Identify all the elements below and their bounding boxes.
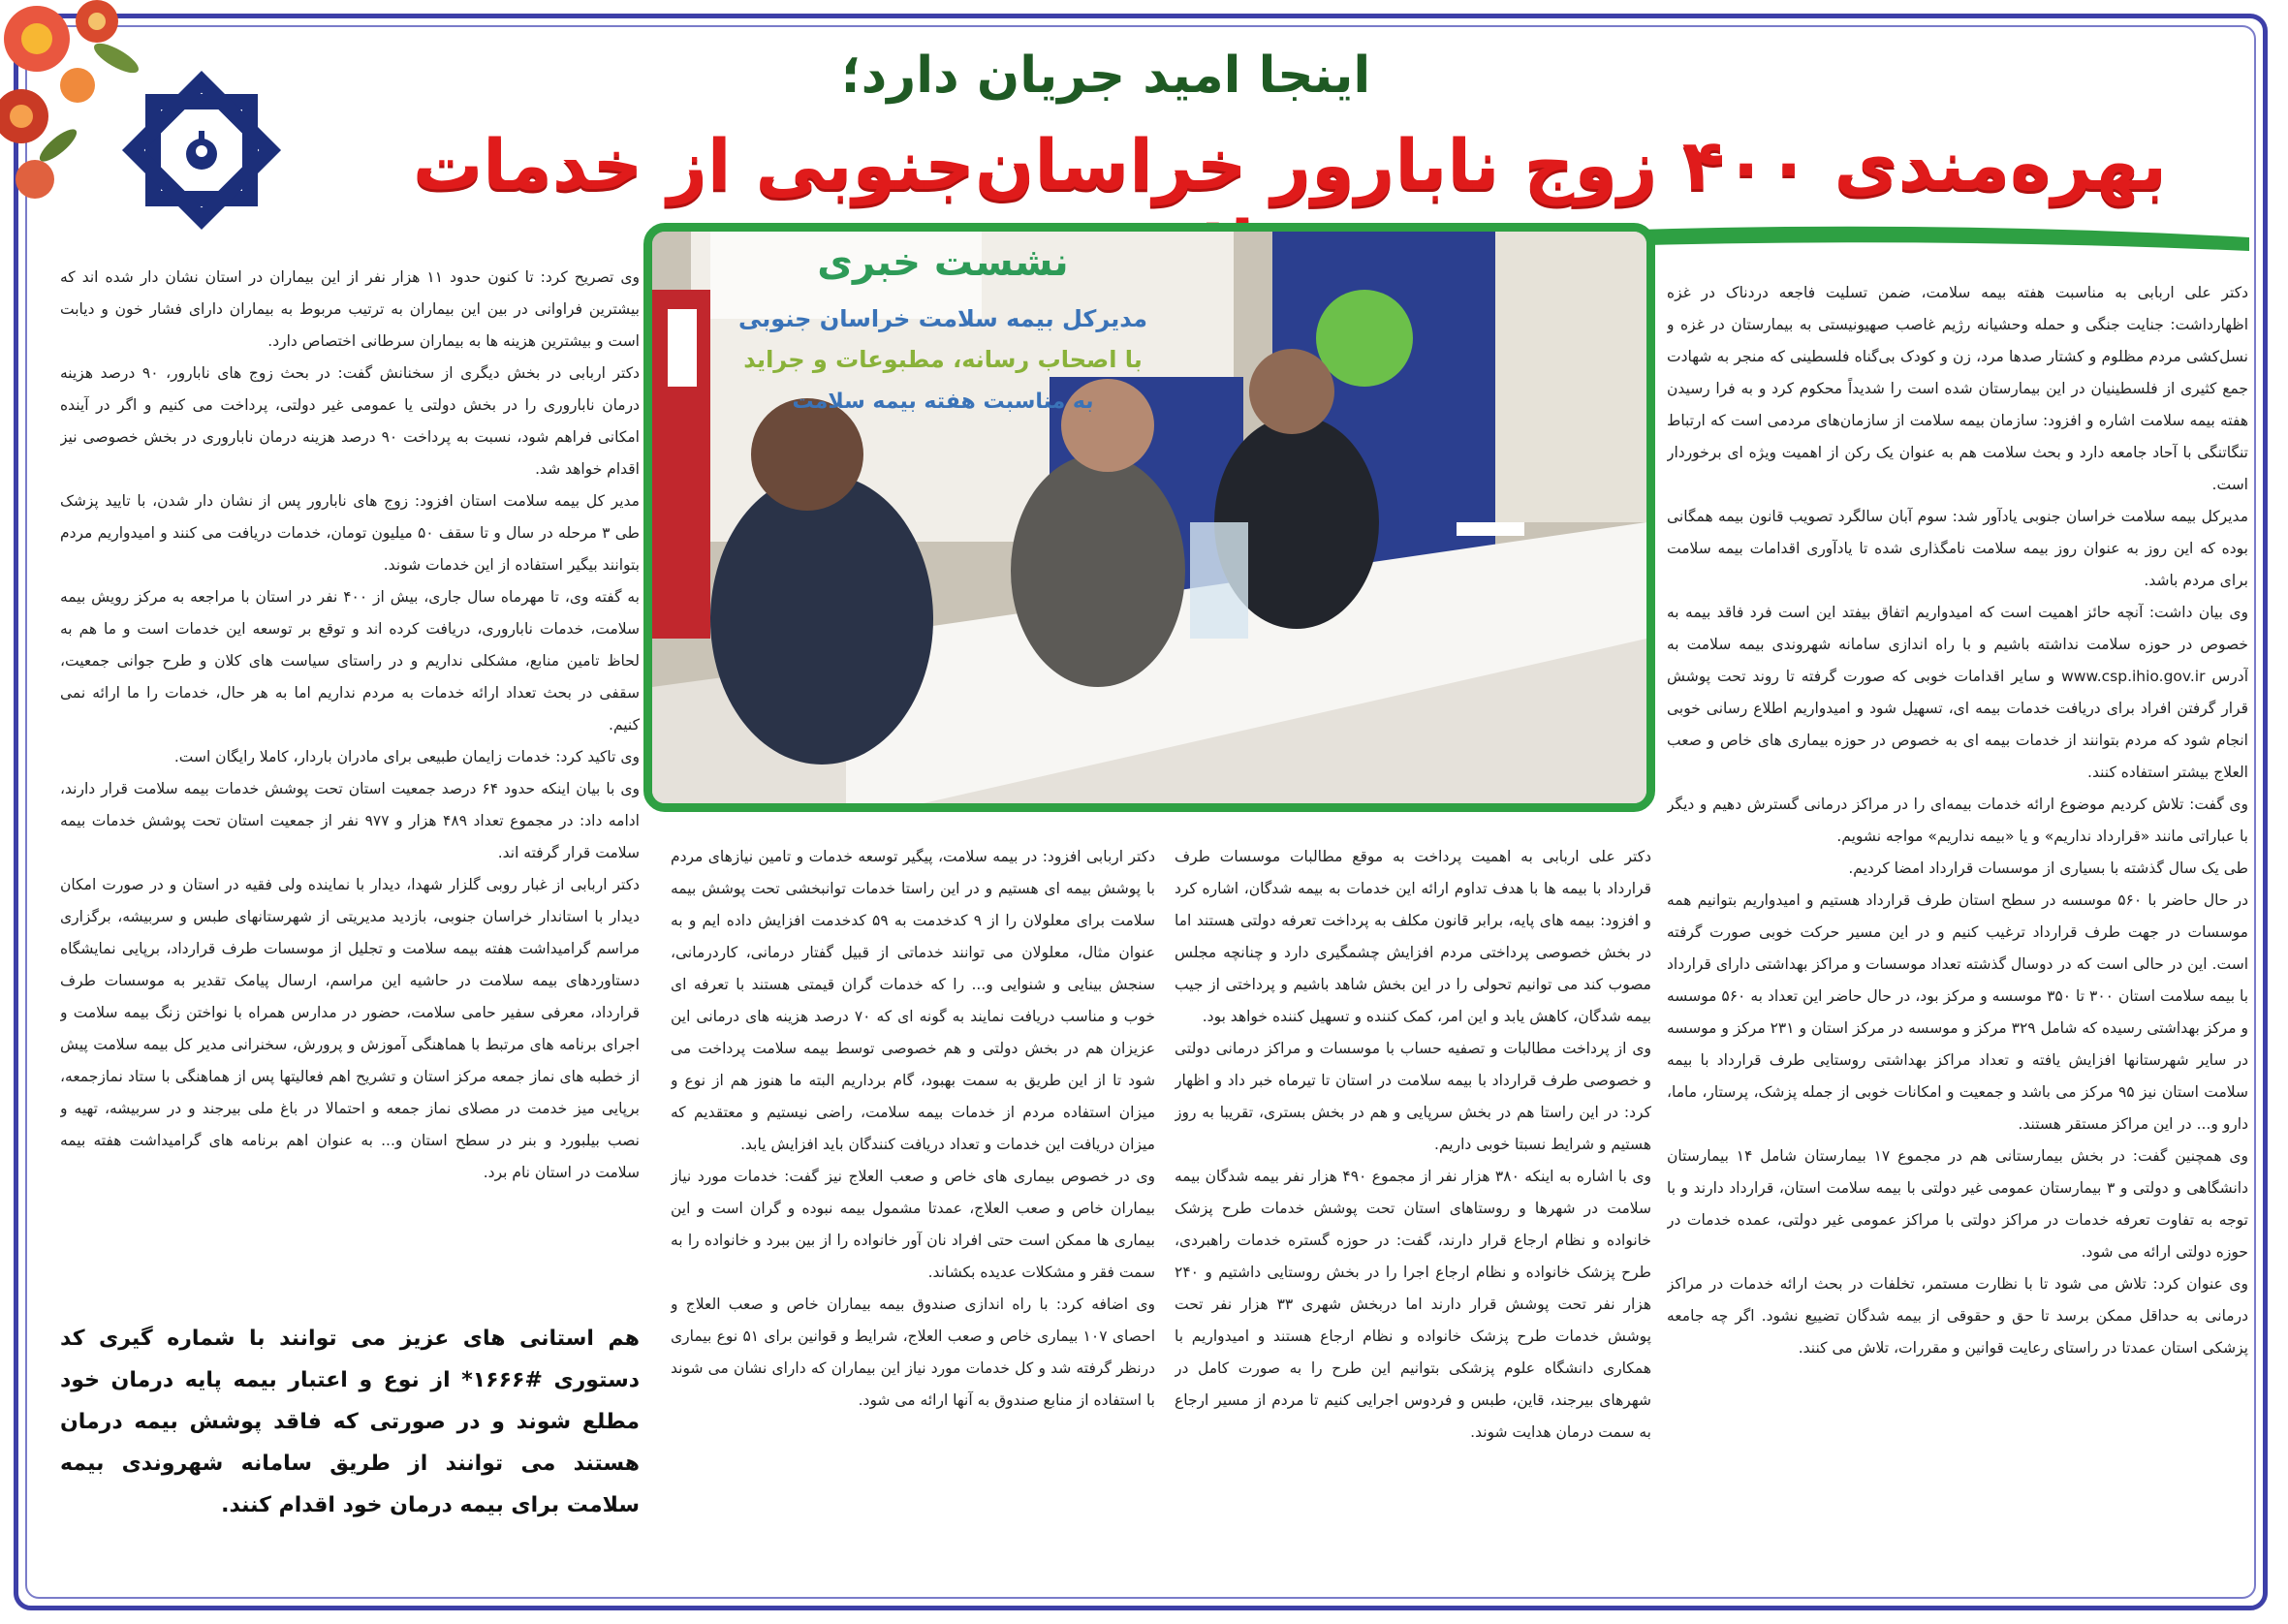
article-column-3 xyxy=(671,841,1155,1566)
paragraph: وی گفت: تلاش کردیم موضوع ارائه خدمات بیمه‌ای را در مراکز درمانی گسترش دهیم و دیگر با عباراتی مانند «قرارداد نداریم» و یا «بیمه نداریم» مواجه نشویم. xyxy=(1667,796,2248,845)
paragraph: دکتر علی اربابی به اهمیت پرداخت به موقع مطالبات موسسات طرف قرارداد با بیمه ها با هدف تداوم ارائه این خدمات به بیمه شدگان، اشاره کرد و افزود: بیمه های پایه، برابر قانون مکلف به پرداخت تعرفه دولتی هستند اما در بخش خصوصی پرداختی مردم افزایش چشمگیری دارد و چنانچه مجلس مصوب کند می توانیم تحولی را در این بخش شاهد باشیم و پرداختی از جیب بیمه شدگان، کاهش یابد و این امر، کمک کننده و تسهیل کننده خواهد بود. xyxy=(1175,848,1651,1025)
banner-line-1: مدیرکل بیمه سلامت خراسان جنوبی xyxy=(738,305,1147,332)
banner-line-2: با اصحاب رسانه، مطبوعات و جراید xyxy=(743,346,1143,373)
banner-line-3: به مناسبت هفته بیمه سلامت xyxy=(792,390,1094,414)
paragraph: مدیرکل بیمه سلامت خراسان جنوبی یادآور شد: سوم آبان سالگرد تصویب قانون بیمه همگانی بوده که این روز به عنوان روز بیمه سلامت نامگذاری شده تا یادآوری اقدامات بیمه سلامت برای مردم باشد. xyxy=(1667,508,2248,589)
press-conference-photo xyxy=(643,223,1655,812)
paragraph: وی از پرداخت مطالبات و تصفیه حساب با موسسات و مراکز درمانی دولتی و خصوصی طرف قرارداد با بیمه سلامت در استان تا تیرماه خبر داد و اظهار کرد: در این راستا هم در بخش سرپایی و هم در بخش بستری، تقریبا به روز هستیم و شرایط نسبتا خوبی داریم. xyxy=(1175,1040,1651,1153)
banner-title: نشست خبری xyxy=(817,240,1069,285)
kicker-title: اینجا امید جریان دارد؛ xyxy=(840,47,1371,105)
paragraph: وی با اشاره به اینکه ۳۸۰ هزار نفر از مجموع ۴۹۰ هزار نفر بیمه شدگان بیمه سلامت در شهرها و روستاهای استان تحت پوشش خدمات طرح پزشک خانواده و نظام ارجاع قرار دارند، گفت: در حوزه گستره خدمات راهبردی، طرح پزشک خانواده و نظام ارجاع اجرا را در بخش روستایی داشتیم و ۲۴۰ هزار نفر تحت پوشش قرار دارند اما دربخش شهری ۳۳ هزار نفر تحت پوشش خدمات طرح پزشک خانواده و نظام ارجاع هستند و امیدواریم با همکاری دانشگاه علوم پزشکی بتوانیم این طرح را به صورت کامل در شهرهای بیرجند، قاین، طبس و فردوس اجرایی کنیم تا مردم از مسیر ارجاع به سمت درمان هدایت شوند. xyxy=(1175,1168,1651,1441)
callout-box: هم استانی های عزیز می توانند با شماره گیری کد دستوری #۱۶۶۶* از نوع و اعتبار بیمه پایه درمان خود مطلع شوند و در صورتی که فاقد پوشش بیمه درمان هستند می توانند از طریق سامانه شهروندی بیمه سلامت برای بیمه درمان خود اقدام کنند. xyxy=(60,1327,640,1517)
paragraph: وی عنوان کرد: تلاش می شود تا با نظارت مستمر، تخلفات در بحث ارائه خدمات در مراکز درمانی به حداقل ممکن برسد تا حق و حقوقی از بیمه شدگان تضییع نشود. اگر چه جامعه پزشکی استان عمدتا در راستای رعایت قوانین و مقررات، تلاش می کنند. xyxy=(1667,1275,2248,1357)
ihio-logo-icon xyxy=(105,53,298,247)
article-column-2 xyxy=(1175,841,1651,1566)
paragraph: وی بیان داشت: آنچه حائز اهمیت است که امیدواریم اتفاق بیفتد این است فرد فاقد بیمه به خصوص در حوزه سلامت نداشته باشیم و با راه اندازی سامانه شهروندی بیمه سلامت به آدرس www.csp.ihio.gov.ir و سایر اقدامات خوبی که صورت گرفته تا روند تحت پوشش قرار گرفتن افراد برای دریافت خدمات بیمه ای، تسهیل شود و امیدواریم اطلاع رسانی خوبی انجام شود که مردم بتوانند از خدمات بیمه ای به خصوص در حوزه بیماری های خاص و صعب العلاج بیشتر استفاده کنند. xyxy=(1667,604,2248,781)
paragraph: در حال حاضر با ۵۶۰ موسسه در سطح استان طرف قرارداد هستیم و امیدواریم بتوانیم همه موسسات در جهت طرف قرارداد ترغیب کنیم و در این مسیر حرکت خوبی صورت گرفته است. این در حالی است که در دوسال گذشته تعداد موسسات و مراکز بهداشتی دارای قرارداد با بیمه سلامت استان ۳۰۰ تا ۳۵۰ موسسه و مرکز بود، در حال حاضر این تعداد به ۵۶۰ موسسه و مرکز بهداشتی رسیده که شامل ۳۲۹ مرکز و موسسه در مرکز استان و ۲۳۱ مرکز و موسسه در سایر شهرستانها افزایش یافته و تعداد مراکز بهداشتی روستایی طرف قرارداد با بیمه سلامت استان نیز ۹۵ مرکز می باشد و جمعیت و امکانات خوبی از جمله پزشک، پرستار، ماما، دارو و... در این مراکز مستقر هستند. xyxy=(1667,891,2248,1133)
article-column-4 xyxy=(60,262,640,1308)
paragraph: وی تاکید کرد: خدمات زایمان طبیعی برای مادران باردار، کاملا رایگان است. xyxy=(173,748,640,765)
headline: بهره‌مندی ۴۰۰ زوج نابارور خراسان‌جنوبی از خدمات xyxy=(412,124,2168,205)
paragraph: دکتر اربابی افزود: در بیمه سلامت، پیگیر توسعه خدمات و تامین نیازهای مردم با پوشش بیمه ای هستیم و در این راستا خدمات توانبخشی تحت پوشش بیمه سلامت برای معلولان را از ۹ کدخدمت به ۵۹ کدخدمت افزایش داده ایم و به عنوان مثال، معلولان می توانند خدماتی از قبیل گفتار درمانی، کاردرمانی، سنجش بینایی و شنوایی و... را که خدمات گران قیمتی هستند با تعرفه ای خوب و مناسب دریافت نمایند به گونه ای که ۷۰ درصد هزینه های درمانی این عزیزان هم در بخش دولتی و هم خصوصی توسط بیمه سلامت پرداخت می شود تا از این طریق به سمت بهبود، گام برداریم البته ما هنوز هم از نوع و میزان استفاده مردم از خدمات بیمه سلامت، راضی نیستیم و معتقدیم که میزان دریافت این خدمات و تعداد دریافت کنندگان باید افزایش یابد. xyxy=(671,848,1155,1153)
paragraph: مدیر کل بیمه سلامت استان افزود: زوج های نابارور پس از نشان دار شدن، با تایید پزشک طی ۳ مرحله در سال و تا سقف ۵۰ میلیون تومان، خدمات دریافت می کنند و امیدواریم مردم بتوانند بیگیر استفاده از این خدمات شوند. xyxy=(60,492,640,574)
paragraph: وی با بیان اینکه حدود ۶۴ درصد جمعیت استان تحت پوشش خدمات بیمه سلامت قرار دارند، ادامه داد: در مجموع تعداد ۴۸۹ هزار و ۹۷۷ نفر از جمعیت استان تحت پوشش خدمات بیمه سلامت قرار گرفته اند. xyxy=(60,780,640,861)
paragraph: وی در خصوص بیماری های خاص و صعب العلاج نیز گفت: خدمات مورد نیاز بیماران خاص و صعب العلاج، عمدتا مشمول بیمه نبوده و گران است و این بیماری ها ممکن است حتی افراد نان آور خانواده را از بین ببرد و خانواده را به سمت فقر و مشکلات عدیده بکشاند. xyxy=(671,1168,1155,1281)
paragraph: وی همچنین گفت: در بخش بیمارستانی هم در مجموع ۱۷ بیمارستان شامل ۱۴ بیمارستان دانشگاهی و دولتی و ۳ بیمارستان عمومی غیر دولتی با بیمه سلامت استان، قرارداد دارند و با توجه به تفاوت تعرفه خدمات در مراکز دولتی با مراکز عمومی غیر دولتی، عمده خدمات در حوزه دولتی ارائه می شود. xyxy=(1667,1147,2248,1261)
paragraph: دکتر اربابی از غبار روبی گلزار شهدا، دیدار با نماینده ولی فقیه در استان و در صورت امکان دیدار با استاندار خراسان جنوبی، بازدید مدیریتی از شهرستانهای طبس و سربیشه، برگزاری مراسم گرامیداشت هفته بیمه سلامت و تجلیل از موسسات طرف قرارداد، برپایی نمایشگاه دستاوردهای بیمه سلامت در حاشیه این مراسم، ارسال پیامک تقدیر به موسسات طرف قرارداد، معرفی سفیر حامی سلامت، حضور در مدارس همراه با نواختن زنگ بیمه سلامت و اجرای برنامه های مرتبط با هماهنگی آموزش و پرورش، سخنرانی مدیر کل بیمه سلامت پیش از خطبه های نماز جمعه مرکز استان و تشریح اهم فعالیتها پس از هماهنگی با ستاد نمازجمعه، برپایی میز خدمت در مصلای نماز جمعه و احتمالا در باغ ملی بیرجند و در سربیشه، تهیه و نصب بیلبورد و بنر در سطح استان و... به عنوان اهم برنامه های گرامیداشت هفته بیمه سلامت در استان نام برد. xyxy=(60,876,640,1181)
paragraph: وی تصریح کرد: تا کنون حدود ۱۱ هزار نفر از این بیماران در استان نشان دار شده اند که بیشترین فراوانی در بین این بیماران به ترتیب مربوط به بیماران دارای فشار خون و دیابت است و بیشترین هزینه ها به بیماران سرطانی اختصاص دارد. xyxy=(60,268,640,350)
paragraph: به گفته وی، تا مهرماه سال جاری، بیش از ۴۰۰ نفر در استان با مراجعه به مرکز رویش بیمه سلامت، خدمات ناباروری، دریافت کرده اند و توقع بر توسعه این خدمات است و ما هم به لحاظ تامین منابع، مشکلی نداریم و در راستای سیاست های کلان و طرح جوانی جمعیت، سقفی در بحث تعداد ارائه خدمات به مردم نداریم اما به هر حال، خدمات را ما ارائه نمی کنیم. xyxy=(60,588,640,734)
paragraph: دکتر اربابی در بخش دیگری از سخنانش گفت: در بحث زوج های نابارور، ۹۰ درصد هزینه درمان ناباروری را در بخش دولتی یا عمومی غیر دولتی، پرداخت می کنیم و اگر در آینده امکانی فراهم شود، نسبت به پرداخت ۹۰ درصد هزینه درمان ناباروری در بخش خصوصی نیز اقدام خواهد شد. xyxy=(60,364,640,478)
paragraph: وی اضافه کرد: با راه اندازی صندوق بیمه بیماران خاص و صعب العلاج و احصای ۱۰۷ بیماری خاص و صعب العلاج، شرایط و قوانین برای ۵۱ نوع بیماری درنظر گرفته شد و کل خدمات مورد نیاز این بیماران که دارای نشان می شوند با استفاده از منابع صندوق به آنها ارائه می شود. xyxy=(671,1296,1155,1409)
paragraph: دکتر علی اربابی به مناسبت هفته بیمه سلامت، ضمن تسلیت فاجعه دردناک در غزه اظهارداشت: جنایت جنگی و حمله وحشیانه رژیم غاصب صهیونیستی به بیمارستان در غزه و نسل‌کشی مردم مظلوم و کشتار صدها مرد، زن و کودک بی‌گناه فلسطینی که منجر به شهادت جمع کثیری از فلسطینیان در این بیمارستان شده است را شدیداً محکوم کرد و به فرا رسیدن هفته بیمه سلامت اشاره و افزود: سازمان بیمه سلامت از سازمان‌های مردمی است که ارتباط تنگاتنگی با آحاد جامعه دارد و بحث سلامت هم به عنوان یک رکن از اهمیت ویژه ای برخوردار است. xyxy=(1667,284,2248,493)
paragraph: طی یک سال گذشته با بسیاری از موسسات قرارداد امضا کردیم. xyxy=(1848,859,2248,877)
article-column-1 xyxy=(1667,277,2248,1566)
